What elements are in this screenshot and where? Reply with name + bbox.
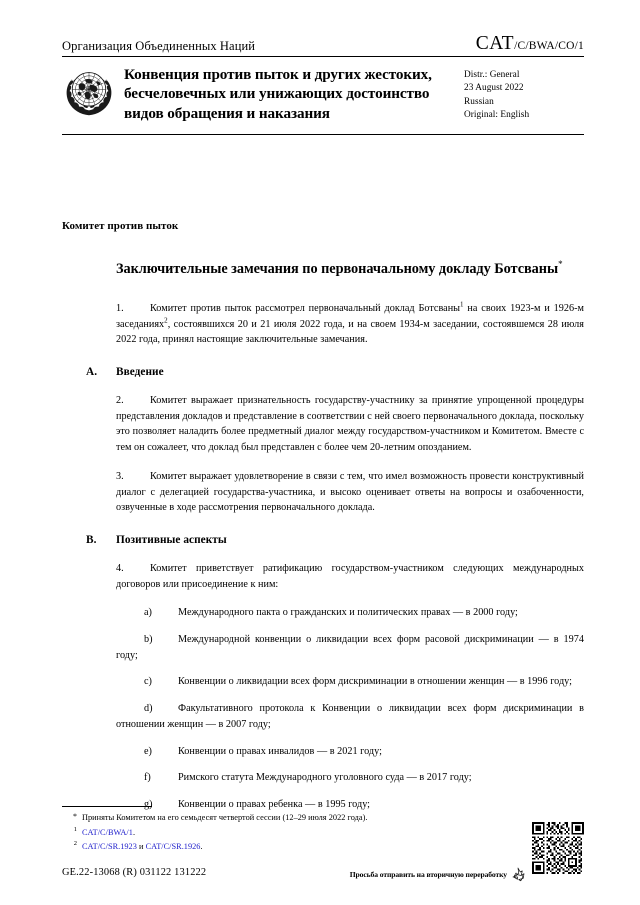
organization-name: Организация Объединенных Наций (62, 38, 256, 53)
paragraph-text: Комитет приветствует ратификацию государством-участником следующих международных договоров или присоединение к ним: (116, 562, 584, 590)
footnote-ref-2[interactable]: 2 (164, 316, 168, 325)
paragraph-text: Комитет выражает признательность государству-участнику за принятие упрощенной процедуры представления докладов и представление в соответствии с ней своего первоначального доклада, поскольку это позволяет наладить более предметный диалог между государством-участником и Комитетом. Вместе с тем он сожалеет, что доклад был представлен с более чем 20-летним опозданием. (116, 395, 584, 454)
paragraph-number: 4. (116, 562, 124, 574)
distribution-original: Original: English (464, 110, 530, 121)
masthead (62, 34, 584, 135)
footnote-suffix: . (132, 827, 136, 837)
paragraph-text: Комитет выражает удовлетворение в связи с тем, что имел возможность провести конструктивный диалог с делегацией государства-участника, и высоко оценивает ответы на вопросы и озабоченности, озвученные в ходе рассмотрения первоначального доклада. (116, 470, 584, 514)
list-item (116, 744, 584, 760)
paragraph-1 (116, 301, 584, 348)
footnote-1 (62, 825, 462, 839)
footnote-link[interactable]: CAT/C/SR.1923 (82, 841, 137, 851)
footnote-text: Приняты Комитетом на его семьдесят четвертой сессии (12–29 июля 2022 года). (82, 813, 368, 822)
list-item-text: Факультативного протокола к Конвенции о ликвидации всех форм дискриминации в отношении женщин — в 2007 году; (116, 703, 584, 730)
footnote-2 (62, 839, 462, 853)
paragraph-text-part-2: на своих 1923-м и 1926-м заседаниях (116, 302, 584, 330)
paragraph-number: 2. (116, 395, 124, 407)
list-item-text: Конвенции о ликвидации всех форм дискриминации в отношении женщин — в 1996 году; (178, 676, 572, 688)
list-item-text: Конвенции о правах инвалидов — в 2021 году; (178, 745, 382, 757)
page-title (116, 258, 584, 279)
list-item-label: c) (144, 676, 152, 688)
document-symbol-main: CAT (475, 33, 515, 54)
footnote-marker: 2 (73, 839, 77, 847)
list-item-label: e) (144, 745, 152, 757)
section-heading-a (86, 366, 584, 378)
paragraph-text-part-3: , состоявшихся 20 и 21 июля 2022 года, и на своем 1934-м заседании, состоявшемся 28 июля 2022 года, принял настоящие заключительные замечания. (116, 318, 584, 346)
section-letter-a: A. (86, 366, 98, 379)
list-item-text: Международной конвенции о ликвидации всех форм расовой дискриминации — в 1974 году; (116, 634, 584, 661)
convention-title: Конвенция против пыток и других жестоких, бесчеловечных или унижающих достоинство видов обращения и наказания (124, 65, 432, 122)
list-item-text: Конвенции о правах ребенка — в 1995 году; (178, 798, 371, 810)
recycle-text: Просьба отправить на вторичную переработку (349, 869, 507, 879)
masthead-body-row (62, 57, 584, 124)
paragraph-number: 3. (116, 470, 124, 482)
list-item-text: Римского статута Международного уголовного суда — в 2017 году; (178, 772, 472, 784)
footnote-separator (62, 806, 152, 807)
list-item (116, 632, 584, 663)
recycle-icon (510, 866, 526, 882)
distribution-line: Distr.: General (464, 69, 520, 80)
footnote-marker: 1 (73, 825, 77, 833)
emblem-container (62, 64, 124, 119)
list-item-label: a) (144, 607, 152, 619)
qr-code (532, 822, 584, 874)
document-body (62, 220, 584, 824)
section-heading-b (86, 534, 584, 546)
paragraph-text-part-1: Комитет против пыток рассмотрел первоначальный доклад Ботсваны (150, 302, 461, 314)
footnote-marker: * (72, 812, 77, 821)
section-letter-b: B. (86, 533, 97, 546)
list-item (116, 605, 584, 621)
title-footnote-marker: * (558, 259, 563, 269)
distribution-date: 23 August 2022 (464, 83, 524, 94)
list-item-label: g) (144, 798, 153, 810)
footnote-link[interactable]: CAT/C/BWA/1 (82, 827, 133, 837)
section-title-a: Введение (116, 366, 164, 379)
page-footer (62, 860, 584, 882)
document-symbol-rest: /C/BWA/CO/1 (514, 40, 584, 52)
footer-right-group (350, 860, 584, 882)
committee-name: Комитет против пыток (62, 220, 179, 232)
recycle-notice (350, 860, 526, 882)
list-item (116, 701, 584, 732)
page-title-text: Заключительные замечания по первоначальному докладу Ботсваны (116, 260, 559, 277)
footnote-ref-1[interactable]: 1 (460, 300, 464, 309)
list-item-label: b) (144, 634, 153, 646)
un-emblem (62, 65, 116, 119)
list-item (116, 770, 584, 786)
masthead-top-row (62, 34, 584, 56)
section-title-b: Позитивные аспекты (116, 533, 227, 546)
footnote-link-secondary[interactable]: CAT/C/SR.1926 (145, 841, 201, 851)
paragraph-2 (116, 393, 584, 456)
document-code: GE.22-13068 (R) 031122 131222 (62, 867, 207, 878)
paragraph-3 (116, 469, 584, 516)
distribution-language: Russian (464, 96, 494, 107)
list-item (116, 674, 584, 690)
footnote-conjunction: и (136, 841, 146, 851)
document-symbol (476, 34, 584, 54)
footnote-star (62, 812, 462, 825)
list-item-text: Международного пакта о гражданских и политических правах — в 2000 году; (178, 607, 518, 619)
footnote-suffix: . (200, 841, 203, 851)
masthead-divider-bottom (62, 134, 584, 135)
paragraph-4 (116, 561, 584, 592)
paragraph-number: 1. (116, 302, 124, 314)
list-item-label: d) (144, 703, 153, 715)
list-item-label: f) (144, 772, 151, 784)
distribution-block (464, 64, 584, 124)
footnotes-block (62, 806, 462, 853)
